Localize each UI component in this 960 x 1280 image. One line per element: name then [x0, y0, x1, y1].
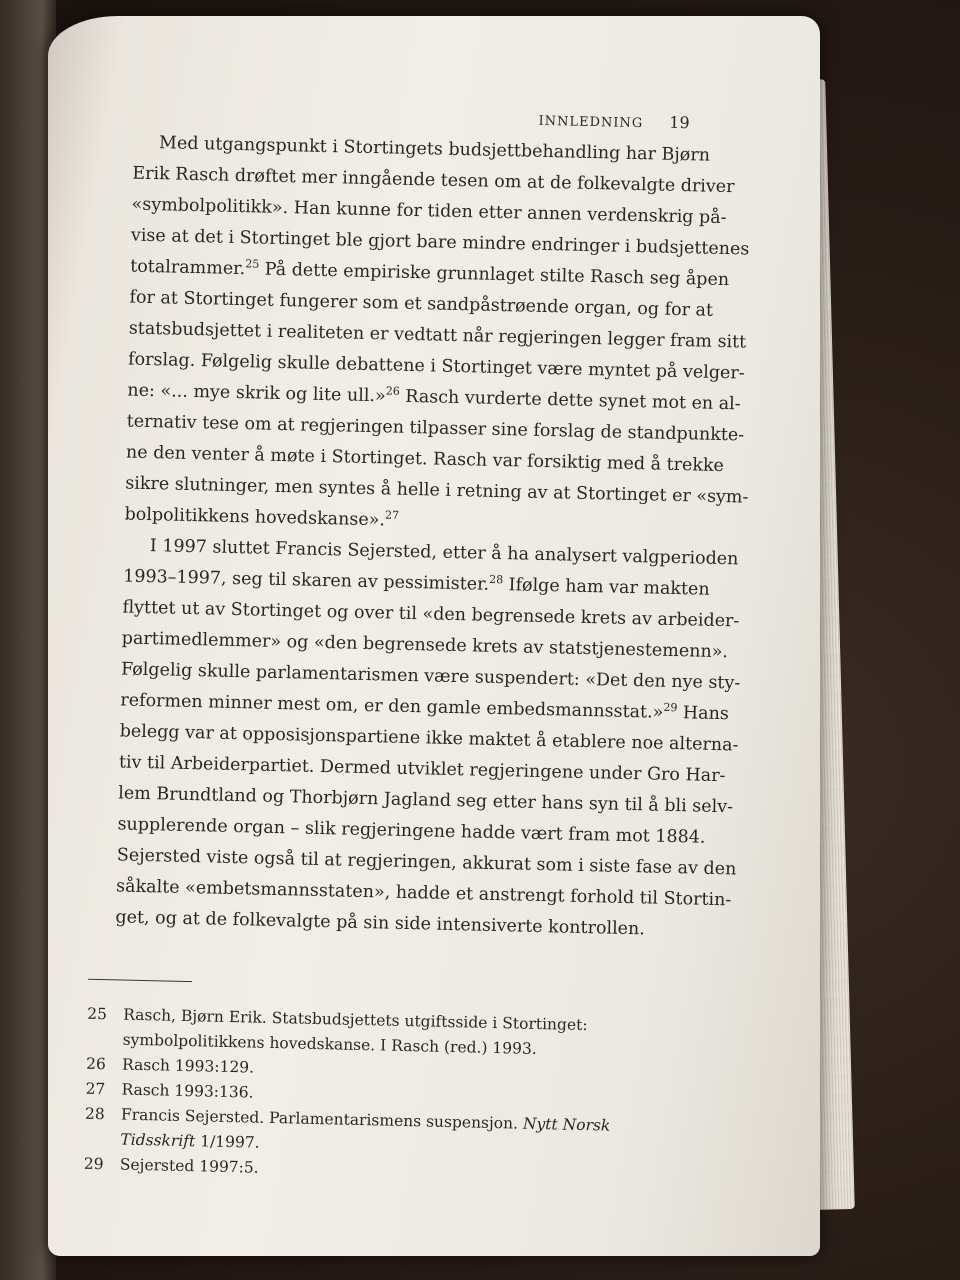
text-line: Med utgangspunkt i Stortingets budsjettbehandling har Bjørn [158, 133, 711, 166]
text-line: for at Stortinget fungerer som et sandpåstrøende organ, og for at [129, 287, 714, 321]
text-line: partimedlemmer» og «den begrensede krets av statstjenestemenn». [121, 628, 729, 663]
text-line: Sejersted viste også til at regjeringen, akkurat som i siste fase av den [116, 845, 737, 880]
text-fragment: reformen minner mest om, er den gamle embedsmannsstat.» [120, 690, 664, 723]
text-line: ne den venter å møte i Stortinget. Rasch var forsiktig med å trekke [125, 442, 725, 477]
text-line: lem Brundtland og Thorbjørn Jagland seg etter hans syn til å bli selv- [118, 783, 734, 818]
footnote-number: 26 [85, 1054, 107, 1074]
page-number: 19 [669, 112, 690, 133]
footnote-text: Sejersted 1997:5. [119, 1155, 259, 1177]
text-line: I 1997 sluttet Francis Sejersted, etter å ha analysert valgperioden [149, 536, 739, 570]
footnote-ref: 29 [663, 700, 678, 715]
text-line: Følgelig skulle parlamentarismen være suspendert: «Det den nye sty- [120, 659, 741, 694]
footnotes [84, 1002, 688, 1191]
footnote-number: 29 [83, 1154, 104, 1174]
footnote-number: 28 [84, 1104, 105, 1124]
footnote-text-part: 1/1997. [199, 1132, 260, 1152]
text-line: get, og at de folkevalgte på sin side intensiverte kontrollen. [115, 907, 646, 940]
running-head-label: INNLEDNING [538, 113, 644, 132]
text-fragment: totalrammer. [130, 256, 246, 280]
footnote-text: Rasch 1993:136. [121, 1080, 254, 1102]
page-content [83, 100, 750, 1190]
footnote-ref: 25 [245, 257, 260, 271]
footnote-ref: 27 [384, 508, 400, 522]
footnote-text-part: Francis Sejersted. Parlamentarismens suspensjon. [120, 1105, 519, 1133]
text-line: supplerende organ – slik regjeringene hadde vært fram mot 1884. [117, 814, 706, 848]
text-line: flyttet ut av Stortinget og over til «den begrensede krets av arbeider- [122, 597, 740, 632]
text-line: tiv til Arbeiderpartiet. Dermed utviklet regjeringene under Gro Har- [118, 752, 726, 787]
text-line: «symbolpolitikk». Han kunne for tiden etter annen verdenskrig på- [131, 194, 727, 229]
text-fragment: bolpolitikkens hovedskanse». [124, 504, 386, 531]
text-line: ternativ tese om at regjeringen tilpasser sine forslag de standpunkte- [126, 411, 745, 446]
text-fragment: Hans [677, 703, 730, 725]
text-line: statsbudsjettet i realiteten er vedtatt når regjeringen legger fram sitt [128, 318, 747, 353]
journal-title: Nytt Norsk Tidsskrift [120, 1114, 611, 1151]
footnote-text: Rasch 1993:129. [121, 1055, 255, 1077]
footnote-ref: 26 [385, 384, 400, 398]
text-fragment: ne: «... mye skrik og lite ull.» [127, 380, 386, 407]
footnote-number: 25 [87, 1004, 108, 1024]
text-line: sikre slutninger, men syntes å helle i retning av at Stortinget er «sym- [125, 473, 749, 508]
footnote-text: Rasch, Bjørn Erik. Statsbudsjettets utgiftsside i Stortinget: symbolpolitikkens hovedskanse. I Rasch (red.) 1993. [122, 1005, 588, 1058]
paragraph-2 [89, 530, 741, 947]
paragraph-1 [98, 127, 750, 544]
text-line: vise at det i Stortinget ble gjort bare mindre endringer i budsjettenes [130, 225, 750, 260]
footnote-separator [88, 979, 192, 982]
text-line: belegg var at opposisjonspartiene ikke maktet å etablere noe alterna- [119, 721, 739, 756]
text-fragment: 1993–1997, seg til skaren av pessimister. [122, 566, 490, 595]
text-line: forslag. Følgelig skulle debattene i Stortinget være myntet på velger- [127, 349, 745, 384]
footnote-ref: 28 [489, 572, 504, 587]
footnote-number: 27 [85, 1079, 106, 1099]
text-fragment: Ifølge ham var makten [502, 575, 710, 600]
text-line: såkalte «embetsmannsstaten», hadde et anstrengt forhold til Stortin- [115, 876, 732, 911]
text-line: Erik Rasch drøftet mer inngående tesen om at de folkevalgte driver [132, 163, 735, 198]
text-fragment: På dette empiriske grunnlaget stilte Rasch seg åpen [258, 259, 730, 291]
text-fragment: Rasch vurderte dette synet mot en al- [399, 386, 741, 415]
